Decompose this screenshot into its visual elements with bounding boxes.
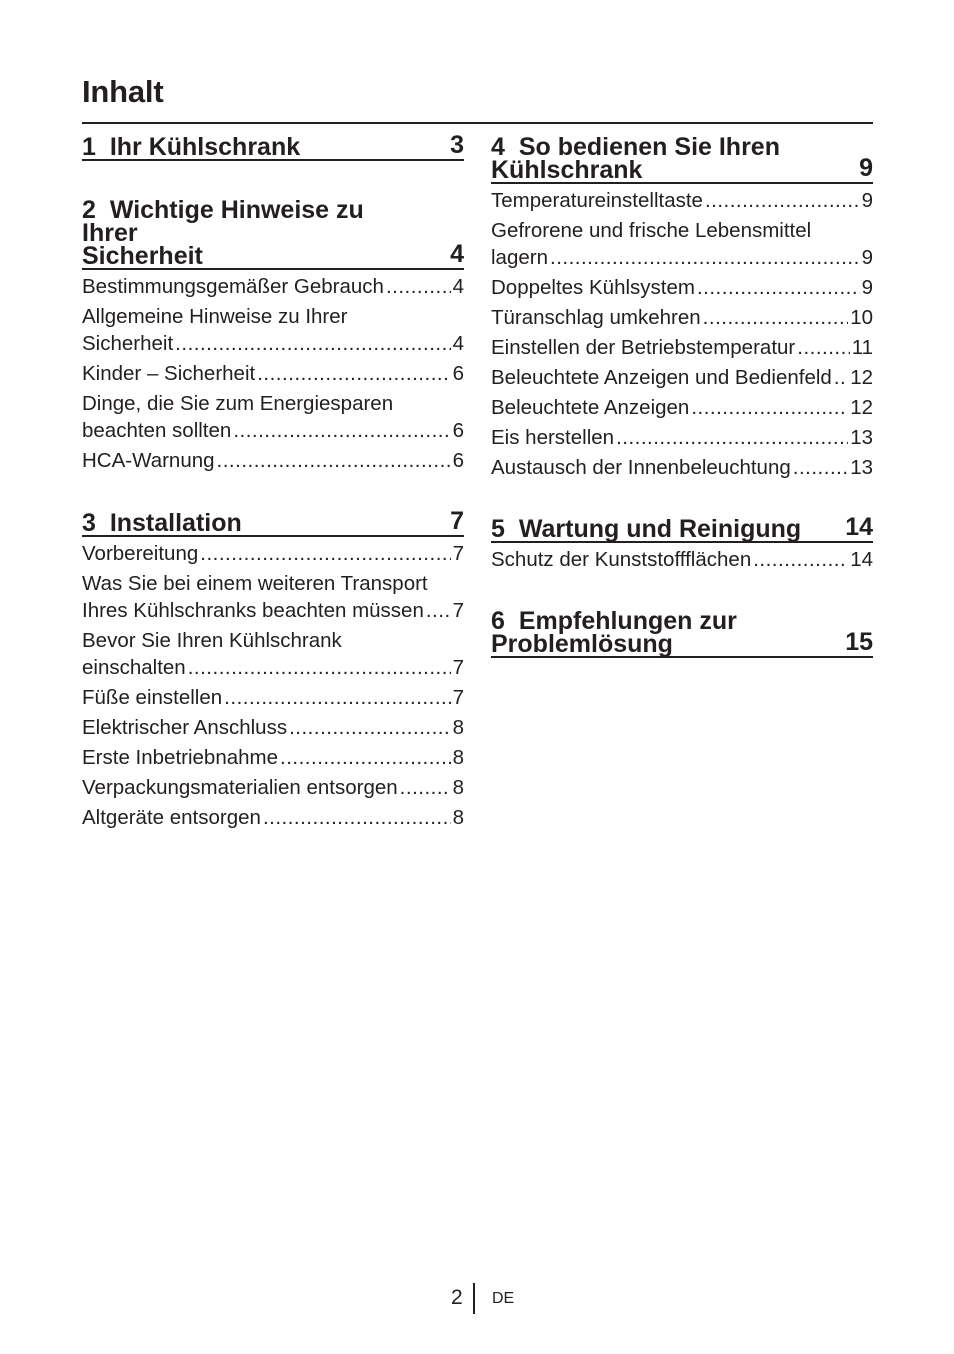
section-heading[interactable] <box>491 607 873 658</box>
toc-entry[interactable] <box>491 274 873 301</box>
toc-entry-text: Sicherheit <box>82 332 174 355</box>
section-heading[interactable] <box>82 507 464 537</box>
section-heading[interactable] <box>82 196 464 270</box>
toc-entry-row <box>82 654 464 681</box>
toc-section <box>491 607 873 658</box>
toc-entry-page: 6 <box>452 419 464 442</box>
section-heading[interactable] <box>82 131 464 161</box>
toc-entry[interactable] <box>82 540 464 567</box>
toc-entry-page: 7 <box>452 599 464 622</box>
footer-language: DE <box>492 1290 515 1307</box>
section-entries <box>491 187 873 481</box>
toc-entry[interactable] <box>82 447 464 474</box>
toc-entry-page: 7 <box>452 656 464 679</box>
toc-entry-row <box>491 454 873 481</box>
toc-entry-text: beachten sollten <box>82 419 232 442</box>
toc-entry-text: Füße einstellen <box>82 686 223 709</box>
section-number: 1 <box>82 133 96 161</box>
toc-entry-row <box>82 330 464 357</box>
dot-leader <box>797 334 849 361</box>
footer-page-number: 2 <box>451 1286 463 1309</box>
toc-entry[interactable] <box>491 454 873 481</box>
toc-entry-row <box>82 714 464 741</box>
dot-leader <box>550 244 860 271</box>
toc-entry[interactable] <box>82 390 464 444</box>
dot-leader <box>691 394 848 421</box>
toc-entry-row <box>82 447 464 474</box>
footer-divider <box>473 1283 475 1314</box>
toc-entry-row <box>491 244 873 271</box>
toc-entry[interactable] <box>82 774 464 801</box>
section-entries <box>82 540 464 831</box>
toc-section <box>82 196 464 474</box>
toc-entry-row <box>491 424 873 451</box>
toc-entry[interactable] <box>82 804 464 831</box>
toc-entry[interactable] <box>82 627 464 681</box>
toc-entry-text: Allgemeine Hinweise zu Ihrer <box>82 305 348 328</box>
toc-left-column <box>82 126 464 831</box>
toc-entry[interactable] <box>491 334 873 361</box>
toc-entry[interactable] <box>82 303 464 357</box>
dot-leader <box>263 804 451 831</box>
toc-entry-row <box>491 304 873 331</box>
toc-entry-text: Austausch der Innenbeleuchtung <box>491 456 791 479</box>
dot-leader <box>224 684 450 711</box>
toc-entry-row <box>491 546 873 573</box>
toc-entry-row <box>82 684 464 711</box>
dot-leader <box>426 597 451 624</box>
toc-entry-row <box>82 540 464 567</box>
section-page-number: 3 <box>450 131 464 159</box>
toc-entry-text: Beleuchtete Anzeigen und Bedienfeld <box>491 366 832 389</box>
toc-entry-row <box>82 804 464 831</box>
toc-entry-text: Beleuchtete Anzeigen <box>491 396 690 419</box>
toc-entry-page: 11 <box>851 336 873 359</box>
section-page-number: 14 <box>845 513 873 541</box>
toc-section <box>82 131 464 161</box>
dot-leader <box>753 546 848 573</box>
toc-entry[interactable] <box>491 364 873 391</box>
toc-entry-row <box>82 360 464 387</box>
toc-entry-row <box>491 187 873 214</box>
dot-leader <box>257 360 450 387</box>
toc-entry-text: Ihres Kühlschranks beachten müssen <box>82 599 424 622</box>
toc-entry-row <box>82 597 464 624</box>
toc-entry-page: 12 <box>850 366 873 389</box>
toc-entry-row <box>82 417 464 444</box>
section-number: 3 <box>82 509 96 537</box>
toc-entry-page: 8 <box>452 746 464 769</box>
section-page-number: 7 <box>450 507 464 535</box>
toc-entry[interactable] <box>82 273 464 300</box>
toc-entry-text: Elektrischer Anschluss <box>82 716 288 739</box>
toc-entry-text: Schutz der Kunststoffflächen <box>491 548 752 571</box>
toc-entry-text: Erste Inbetriebnahme <box>82 746 279 769</box>
toc-entry[interactable] <box>491 424 873 451</box>
section-title: Installation <box>109 509 242 537</box>
toc-entry-text: Verpackungsmaterialien entsorgen <box>82 776 398 799</box>
toc-entry[interactable] <box>82 714 464 741</box>
toc-entry-page: 8 <box>452 806 464 829</box>
section-title: Wichtige Hinweise zu Ihrer <box>82 196 364 247</box>
toc-entry-row <box>82 273 464 300</box>
toc-entry-row <box>82 744 464 771</box>
toc-entry[interactable] <box>82 744 464 771</box>
toc-entry[interactable] <box>491 217 873 271</box>
dot-leader <box>386 273 451 300</box>
toc-entry-page: 14 <box>850 548 873 571</box>
section-page-number: 9 <box>859 154 873 182</box>
toc-entry-page: 6 <box>452 362 464 385</box>
dot-leader <box>289 714 451 741</box>
toc-entry-text: Doppeltes Kühlsystem <box>491 276 695 299</box>
section-title: Ihr Kühlschrank <box>109 133 301 161</box>
dot-leader <box>400 774 451 801</box>
dot-leader <box>200 540 450 567</box>
dot-leader <box>616 424 848 451</box>
toc-entry-page: 7 <box>452 686 464 709</box>
toc-entry[interactable] <box>491 394 873 421</box>
section-entries <box>82 273 464 474</box>
toc-entry-text: Eis herstellen <box>491 426 615 449</box>
toc-entry-text: einschalten <box>82 656 186 679</box>
section-heading[interactable] <box>491 133 873 184</box>
section-heading-text <box>82 196 424 247</box>
toc-entry[interactable] <box>82 570 464 624</box>
toc-entry-row <box>82 774 464 801</box>
toc-entry-text: Kinder – Sicherheit <box>82 362 256 385</box>
toc-entry-page: 4 <box>452 275 464 298</box>
section-number: 6 <box>491 607 505 635</box>
toc-entry-text: Bestimmungsgemäßer Gebrauch <box>82 275 384 298</box>
toc-entry-text: Türanschlag umkehren <box>491 306 701 329</box>
title-rule <box>82 122 873 124</box>
section-entries <box>491 546 873 573</box>
toc-entry-page: 9 <box>861 276 873 299</box>
toc-entry[interactable] <box>82 360 464 387</box>
dot-leader <box>233 417 450 444</box>
dot-leader <box>705 187 860 214</box>
toc-right-column <box>491 126 873 658</box>
toc-entry[interactable] <box>491 187 873 214</box>
toc-entry-page: 13 <box>850 426 873 449</box>
dot-leader <box>217 447 451 474</box>
toc-entry-text: Altgeräte entsorgen <box>82 806 261 829</box>
section-number: 4 <box>491 133 505 161</box>
toc-section <box>82 507 464 831</box>
toc-entry-page: 7 <box>452 542 464 565</box>
toc-entry-text: Bevor Sie Ihren Kühlschrank <box>82 629 342 652</box>
toc-section <box>491 513 873 573</box>
toc-entry-page: 10 <box>850 306 873 329</box>
toc-entry-row <box>491 334 873 361</box>
section-page-number: 15 <box>845 628 873 656</box>
toc-section <box>491 133 873 481</box>
toc-entry-text: Dinge, die Sie zum Energiesparen <box>82 392 394 415</box>
page-title: Inhalt <box>82 74 164 109</box>
toc-entry[interactable] <box>491 546 873 573</box>
toc-entry-page: 8 <box>452 776 464 799</box>
section-title: Wartung und Reinigung <box>518 515 802 543</box>
dot-leader <box>188 654 451 681</box>
dot-leader <box>793 454 848 481</box>
section-heading[interactable] <box>491 513 873 543</box>
toc-entry-page: 9 <box>861 246 873 269</box>
section-heading-text: Problemlösung <box>491 630 673 658</box>
toc-entry-text: HCA-Warnung <box>82 449 215 472</box>
dot-leader <box>697 274 860 301</box>
toc-entry-page: 6 <box>452 449 464 472</box>
dot-leader <box>834 364 848 391</box>
toc-entry-page: 4 <box>452 332 464 355</box>
toc-entry-text: Einstellen der Betriebstemperatur <box>491 336 796 359</box>
section-number: 5 <box>491 515 505 543</box>
section-heading-text <box>82 133 424 161</box>
dot-leader <box>703 304 849 331</box>
section-page-number: 4 <box>450 240 464 268</box>
toc-entry-text: Vorbereitung <box>82 542 199 565</box>
toc-entry[interactable] <box>491 304 873 331</box>
dot-leader <box>280 744 451 771</box>
section-title: So bedienen Sie Ihren <box>518 133 780 161</box>
toc-entry-text: Gefrorene und frische Lebensmittel <box>491 219 812 242</box>
toc-entry[interactable] <box>82 684 464 711</box>
section-heading-text <box>82 509 424 537</box>
toc-entry-row <box>491 274 873 301</box>
section-heading-text: Sicherheit <box>82 242 203 270</box>
toc-entry-page: 8 <box>452 716 464 739</box>
toc-entry-row <box>491 394 873 421</box>
toc-entry-row <box>491 364 873 391</box>
section-heading-text: Kühlschrank <box>491 156 643 184</box>
section-heading-text <box>491 515 833 543</box>
toc-entry-page: 9 <box>861 189 873 212</box>
toc-entry-text: Temperatureinstelltaste <box>491 189 703 212</box>
section-number: 2 <box>82 196 96 224</box>
toc-entry-text: lagern <box>491 246 548 269</box>
toc-entry-page: 12 <box>850 396 873 419</box>
section-title: Empfehlungen zur <box>518 607 737 635</box>
toc-entry-text: Was Sie bei einem weiteren Transport <box>82 572 428 595</box>
toc-entry-page: 13 <box>850 456 873 479</box>
dot-leader <box>175 330 450 357</box>
